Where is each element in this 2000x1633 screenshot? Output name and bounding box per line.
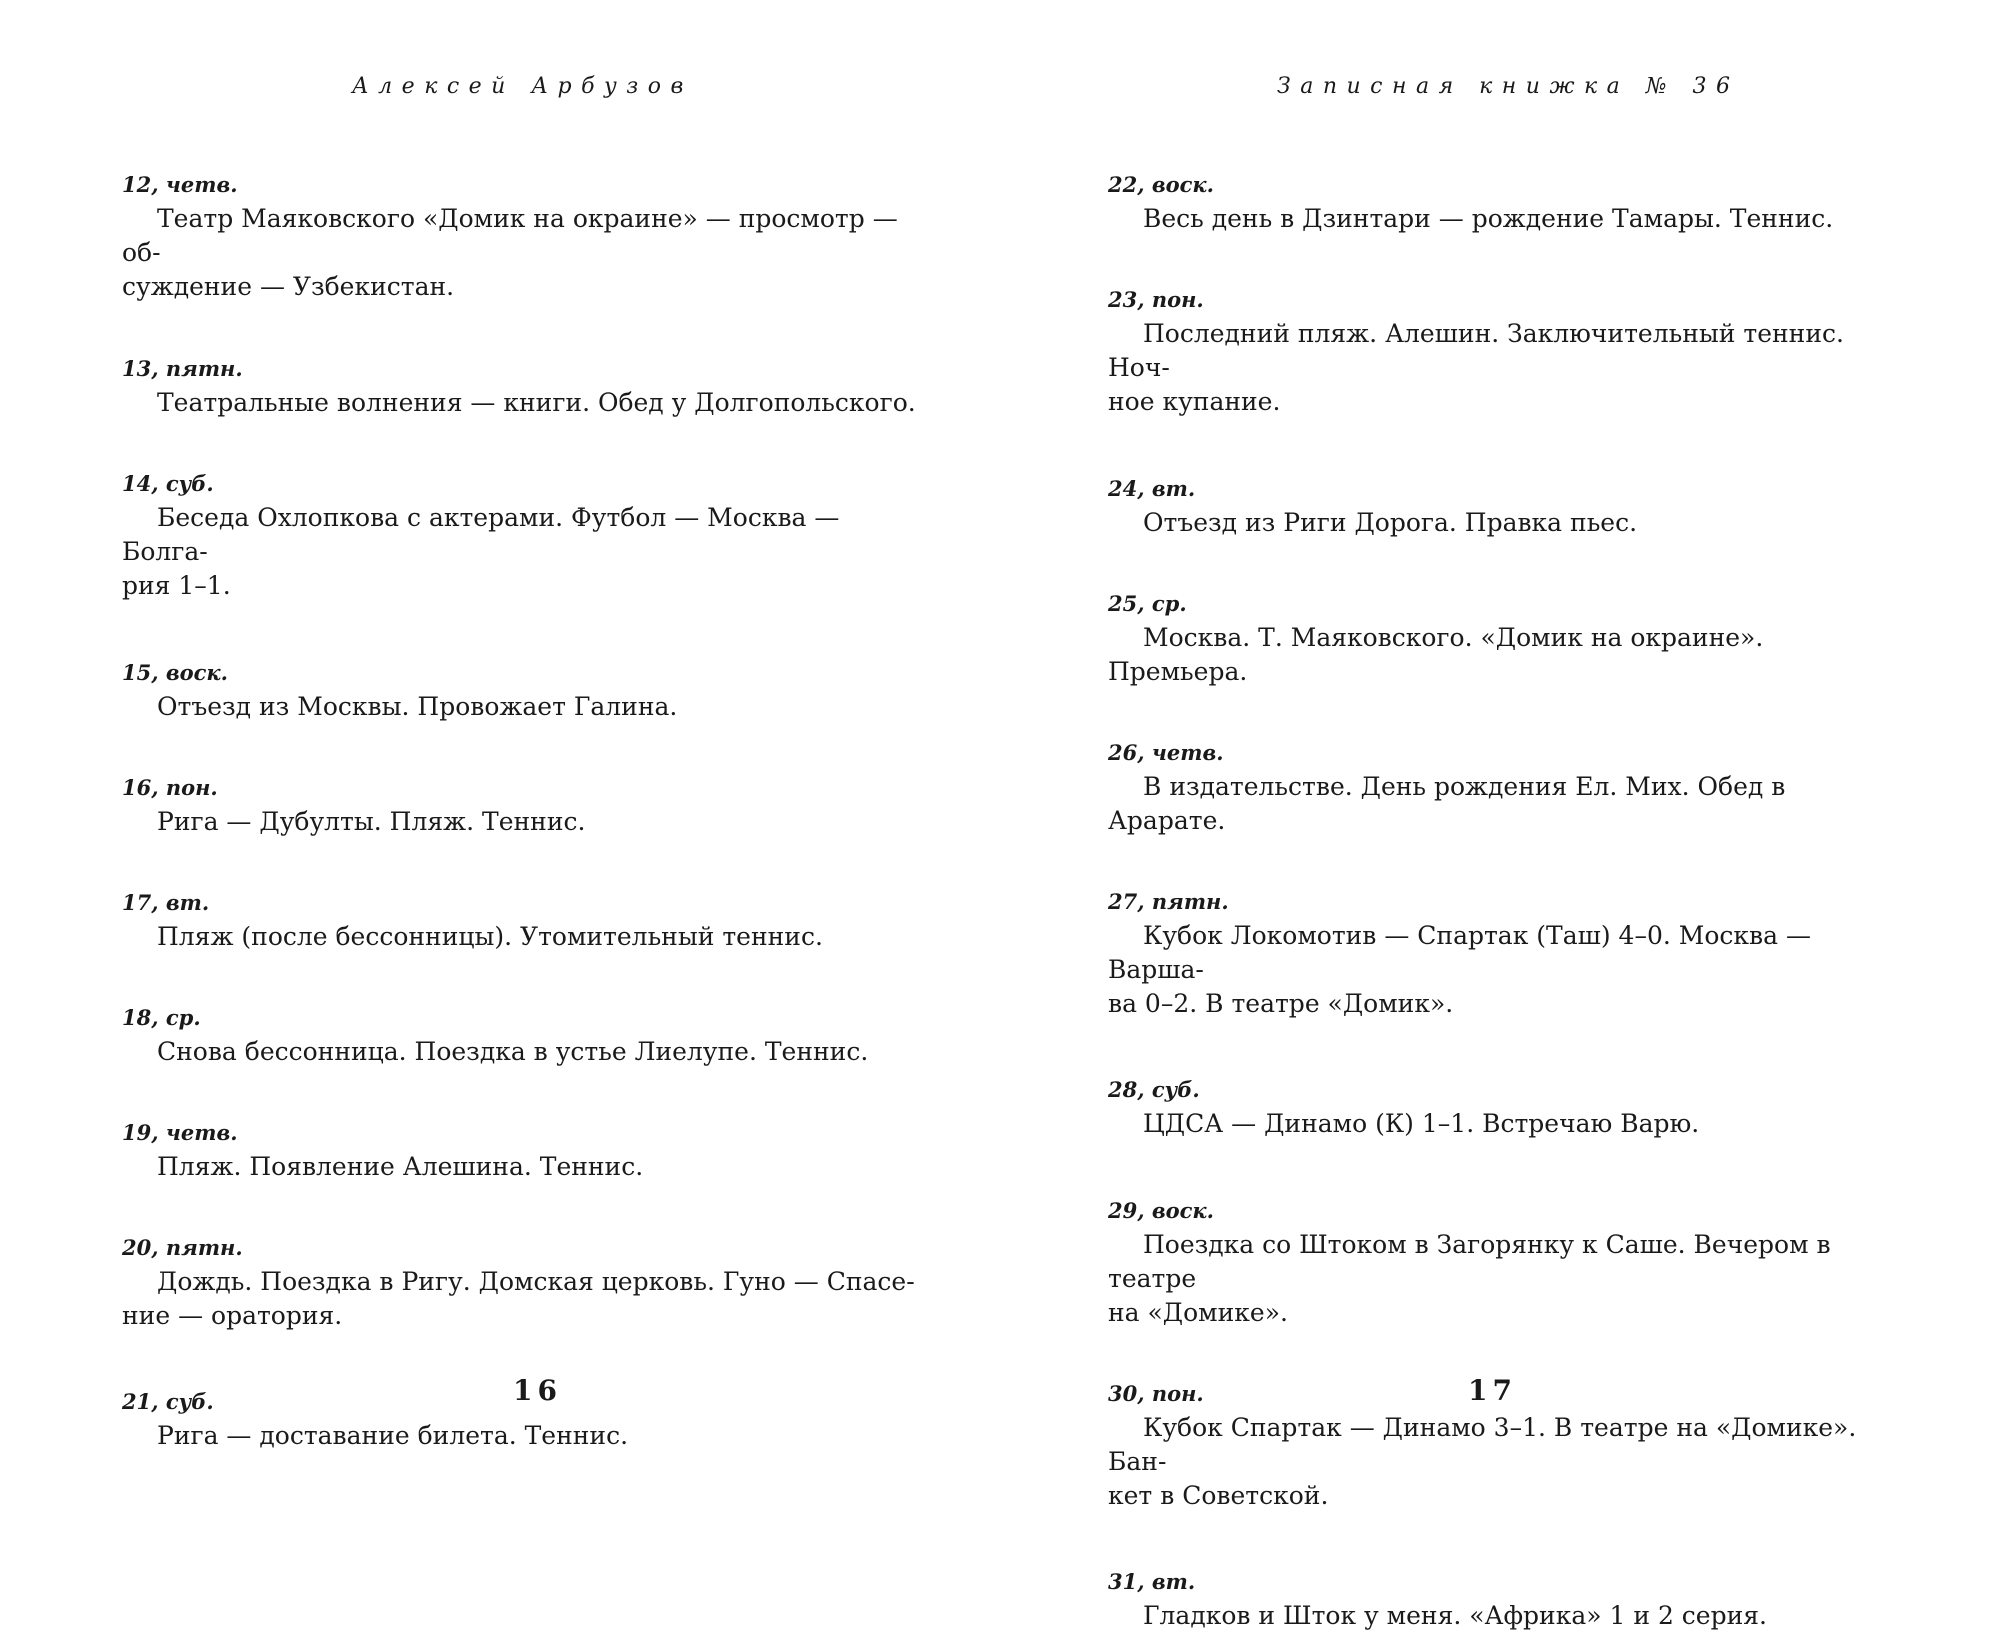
entry-date: 18, ср. bbox=[122, 1005, 201, 1030]
entry-date: 15, воск. bbox=[122, 660, 228, 685]
diary-entry bbox=[1108, 885, 1908, 1021]
entry-date: 30, пон. bbox=[1108, 1381, 1204, 1406]
entry-text: Пляж (после бессонницы). Утомительный теннис. bbox=[157, 922, 823, 951]
entry-date: 29, воск. bbox=[1108, 1198, 1214, 1223]
entry-date: 24, вт. bbox=[1108, 476, 1196, 501]
entry-text: Дождь. Поездка в Ригу. Домская церковь. Гуно — Спасе- ние — оратория. bbox=[122, 1267, 915, 1330]
diary-entry bbox=[122, 1001, 922, 1069]
entry-date: 12, четв. bbox=[122, 172, 238, 197]
entry-date: 25, ср. bbox=[1108, 591, 1187, 616]
entry-text: Рига — доставание билета. Теннис. bbox=[157, 1421, 629, 1450]
page-number: 16 bbox=[513, 1374, 562, 1407]
page-number: 17 bbox=[1468, 1374, 1517, 1407]
diary-entry bbox=[122, 771, 922, 839]
diary-entry bbox=[122, 352, 922, 420]
diary-entry bbox=[122, 1116, 922, 1184]
entry-date: 22, воск. bbox=[1108, 172, 1214, 197]
entry-text: Беседа Охлопкова с актерами. Футбол — Москва — Болга- рия 1–1. bbox=[122, 503, 840, 600]
running-head-author: Алексей Арбузов bbox=[352, 74, 693, 99]
entry-text: Москва. Т. Маяковского. «Домик на окраине». Премьера. bbox=[1108, 623, 1764, 686]
entry-text: Театр Маяковского «Домик на окраине» — просмотр — об- суждение — Узбекистан. bbox=[122, 204, 898, 301]
entry-date: 14, суб. bbox=[122, 471, 214, 496]
entry-text: Рига — Дубулты. Пляж. Теннис. bbox=[157, 807, 586, 836]
entry-text: Отъезд из Риги Дорога. Правка пьес. bbox=[1143, 508, 1638, 537]
entry-text: Последний пляж. Алешин. Заключительный теннис. Ноч- ное купание. bbox=[1108, 319, 1844, 416]
diary-entries-right bbox=[1108, 168, 1908, 1633]
entry-date: 23, пон. bbox=[1108, 287, 1204, 312]
right-page bbox=[1000, 0, 2000, 1630]
entry-text: В издательстве. День рождения Ел. Мих. Обед в Арарате. bbox=[1108, 772, 1786, 835]
diary-entry bbox=[1108, 472, 1908, 540]
entry-date: 17, вт. bbox=[122, 890, 210, 915]
entry-date: 16, пон. bbox=[122, 775, 218, 800]
diary-entry bbox=[122, 467, 922, 603]
diary-entry bbox=[1108, 1565, 1908, 1633]
diary-entry bbox=[122, 168, 922, 304]
diary-entry bbox=[1108, 283, 1908, 419]
diary-entry bbox=[1108, 1194, 1908, 1330]
entry-date: 31, вт. bbox=[1108, 1569, 1196, 1594]
entry-text: ЦДСА — Динамо (К) 1–1. Встречаю Варю. bbox=[1143, 1109, 1700, 1138]
entry-text: Театральные волнения — книги. Обед у Долгопольского. bbox=[157, 388, 916, 417]
left-page bbox=[0, 0, 1000, 1480]
entry-text: Отъезд из Москвы. Провожает Галина. bbox=[157, 692, 678, 721]
diary-entry bbox=[1108, 736, 1908, 838]
diary-entry bbox=[122, 656, 922, 724]
diary-entries-left bbox=[122, 168, 922, 1453]
diary-entry bbox=[1108, 168, 1908, 236]
entry-text: Весь день в Дзинтари — рождение Тамары. Теннис. bbox=[1143, 204, 1834, 233]
entry-date: 19, четв. bbox=[122, 1120, 238, 1145]
entry-text: Кубок Спартак — Динамо 3–1. В театре на «Домике». Бан- кет в Советской. bbox=[1108, 1413, 1857, 1510]
entry-text: Поездка со Штоком в Загорянку к Саше. Вечером в театре на «Домике». bbox=[1108, 1230, 1831, 1327]
entry-date: 21, суб. bbox=[122, 1389, 214, 1414]
entry-text: Кубок Локомотив — Спартак (Таш) 4–0. Москва — Варша- ва 0–2. В театре «Домик». bbox=[1108, 921, 1811, 1018]
diary-entry bbox=[122, 1231, 922, 1333]
entry-date: 27, пятн. bbox=[1108, 889, 1229, 914]
entry-date: 26, четв. bbox=[1108, 740, 1224, 765]
diary-entry bbox=[1108, 587, 1908, 689]
diary-entry bbox=[122, 886, 922, 954]
entry-text: Пляж. Появление Алешина. Теннис. bbox=[157, 1152, 644, 1181]
entry-text: Гладков и Шток у меня. «Африка» 1 и 2 серия. bbox=[1143, 1601, 1767, 1630]
entry-date: 13, пятн. bbox=[122, 356, 243, 381]
running-head-title: Записная книжка № 36 bbox=[1277, 74, 1740, 99]
entry-date: 20, пятн. bbox=[122, 1235, 243, 1260]
diary-entry bbox=[1108, 1073, 1908, 1141]
entry-text: Снова бессонница. Поездка в устье Лиелупе. Теннис. bbox=[157, 1037, 869, 1066]
entry-date: 28, суб. bbox=[1108, 1077, 1200, 1102]
